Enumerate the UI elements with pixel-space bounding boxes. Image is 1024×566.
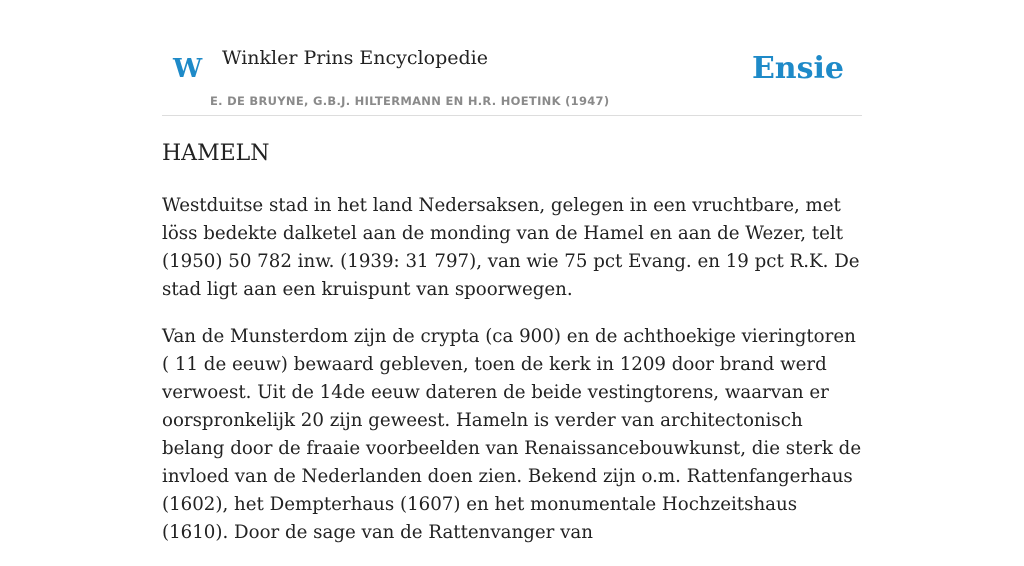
article-body [162, 192, 862, 566]
article-paragraph: Westduitse stad in het land Nedersaksen, gelegen in een vruchtbare, met löss bedekte dalketel aan de monding van de Hamel en aan de Wezer, telt (1950) 50 782 inw. (1939: 31 797), van wie 75 pct Evang. en 19 pct R.K. De stad ligt aan een kruispunt van spoorwegen. [162, 195, 860, 300]
ensie-logo-link[interactable]: Ensie [751, 51, 844, 86]
article-title: HAMELN [162, 141, 270, 166]
article-paragraph: Van de Munsterdom zijn de crypta (ca 900) en de achthoekige vieringtoren ( 11 de eeuw) bewaard gebleven, toen de kerk in 1209 door brand werd verwoest. Uit de 14de eeuw dateren de beide vestingtorens, waarvan er oorspronkelijk 20 zijn geweest. Hameln is verder van architectonisch belang door de fraaie voorbeelden van Renaissancebouwkunst, die sterk de invloed van de Nederlanden doen zien. Bekend zijn o.m. Rattenfangerhaus (1602), het Dempterhaus (1607) en het monumentale Hochzeitshaus (1610). Door de sage van de Rattenvanger van [162, 326, 862, 543]
source-header [162, 0, 862, 116]
source-logo-icon[interactable]: W [173, 54, 203, 84]
source-title[interactable]: Winkler Prins Encyclopedie [222, 47, 488, 69]
page-container [162, 0, 862, 543]
source-authors: E. DE BRUYNE, G.B.J. HILTERMANN EN H.R. HOETINK (1947) [210, 94, 610, 108]
